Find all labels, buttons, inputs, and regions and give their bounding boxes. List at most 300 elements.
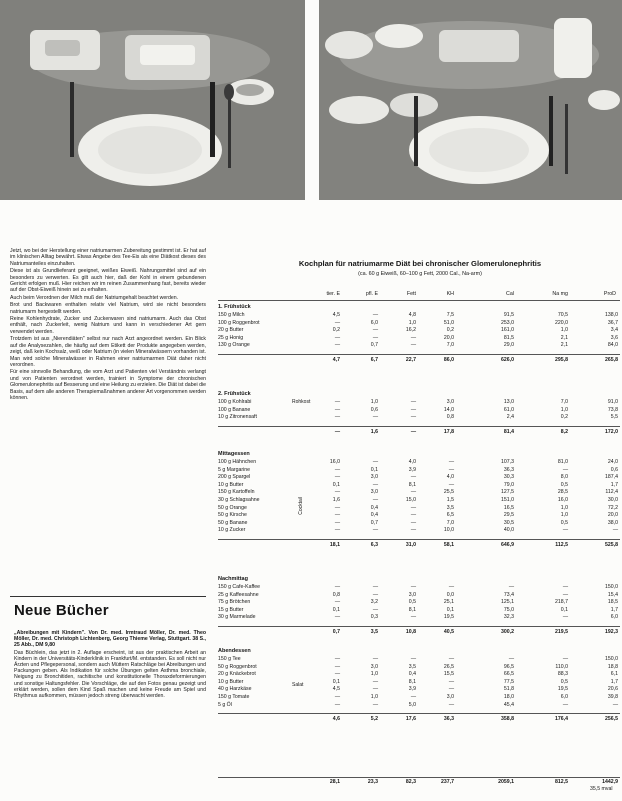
meal-section-title: Mittagessen [218,451,250,457]
table-cell: 18,0 [503,694,514,700]
table-cell: — [448,584,454,590]
table-cell: 38,0 [607,519,618,526]
table-cell: 15,5 [443,671,454,678]
table-cell: 0,5 [560,481,568,488]
table-cell: 4,0 [446,474,454,481]
table-cell: — [448,481,454,488]
food-item-label: 10 g Zucker [218,527,246,534]
table-cell: 29,0 [503,342,514,349]
table-cell: 3,5 [446,504,454,511]
subtotal-cell: 22,7 [405,357,416,363]
table-cell: 1,7 [610,481,618,488]
food-item-label: 100 g Banane [218,406,251,413]
table-cell: — [372,459,378,465]
table-cell: 1,0 [560,504,568,511]
table-cell: 36,3 [503,466,514,473]
table-cell: — [410,504,416,511]
table-cell: 19,5 [443,614,454,621]
table-cell: — [334,701,340,708]
table-cell: 91,0 [607,399,618,405]
table-cell: 30,3 [503,474,514,481]
table-cell: — [562,466,568,473]
table-cell: 30,5 [503,519,514,526]
table-cell: 15,0 [405,497,416,503]
food-item-label: 25 g Honig [218,334,244,341]
table-cell: 0,0 [446,591,454,598]
subtotal-cell: 4,7 [332,357,340,363]
table-cell: 24,0 [607,459,618,465]
table-cell: — [372,678,378,685]
table-cell: — [410,512,416,519]
subtotal-cell: 8,2 [560,428,568,435]
subtotal-cell: 86,0 [443,357,454,363]
subtotal-cell: 112,5 [555,542,568,548]
table-cell: 7,0 [446,342,454,349]
table-cell: 0,1 [560,606,568,613]
subtotal-cell: 300,2 [501,629,514,635]
table-cell: — [334,406,340,413]
table-cell: — [410,519,416,526]
table-cell: 2,1 [560,334,568,341]
table-cell: — [334,489,340,496]
photo-table-setting-left [0,0,305,200]
table-cell: — [334,334,340,341]
subtotal-cell: 10,8 [405,629,416,635]
table-cell: — [562,584,568,590]
table-cell: 0,7 [370,519,378,526]
subtotal-cell: 31,0 [405,542,416,548]
subtotal-cell: 525,8 [605,542,618,548]
subtotal-cell: 18,1 [329,542,340,548]
total-cell: 28,1 [329,779,340,785]
table-cell: 51,8 [503,686,514,693]
food-item-label: 50 g Kirsche [218,512,247,519]
table-cell: — [562,701,568,708]
subtotal-cell: 6,7 [370,357,378,363]
food-item-label: 100 g Hähnchen [218,459,257,465]
table-cell: — [410,527,416,534]
table-cell: — [334,342,340,349]
table-cell: 0,1 [332,678,340,685]
table-cell: — [372,686,378,693]
col-header: pfl. E [365,291,378,297]
table-cell: 14,0 [443,406,454,413]
subtotal-cell: 626,0 [501,357,514,363]
table-cell: — [334,671,340,678]
article-paragraph: Trotzdem ist aus „Nierendiäten" selbst nur nach Arzt angeordnet werden. Ein Blick auf die Analysezahlen, die häufig auf dem Etikett der Produkte angegeben werden, zeigt, daß kein Kochsalz, weiß oder Natrium (in vielen Mineralwässern vorhanden ist. Man wird solche Mineralwässer in Rahmen einer natriumarmen Diät daher nicht verordnen. [10,336,206,368]
col-header: Fett [406,291,416,297]
subtotal-cell: 5,2 [370,716,378,723]
table-subtitle: (ca. 60 g Eiweiß, 60–100 g Fett, 2000 Cal., Na-arm) [358,271,482,277]
table-cell: — [612,701,618,708]
subtotal-cell: 0,7 [332,629,340,635]
table-cell: — [372,701,378,708]
photo-table-setting-right [319,0,622,200]
food-item-label: 150 g Tee [218,656,241,662]
table-cell: — [410,342,416,349]
books-headline: Neue Bücher [14,602,109,619]
table-cell: 8,1 [408,606,416,613]
food-item-label: 20 g Butter [218,327,244,334]
total-rule [218,777,620,778]
table-cell: — [334,656,340,662]
food-item-label: 50 g Roggenbrot [218,663,257,670]
table-cell: 3,9 [408,466,416,473]
table-cell: — [410,406,416,413]
subtotal-cell: 295,8 [555,357,568,363]
article-paragraph: Diese ist als Grundlieferant geeignet, weißes Eiweiß. Nahrungsmittel sind auf ein besonders zu verwerten. Es gilt auch hier, daß der Kohl in einem gebundenen Gericht erfolgen muß. Hier reichen wir im reinen Zusammenhang fast, bereits wieder auf der Obst-Eiweiß hinein sei zu erhalten. [10,268,206,294]
table-cell: — [372,527,378,534]
subtotal-cell: 646,9 [501,542,514,548]
total-cell: 2059,1 [498,779,514,785]
table-cell: 15,4 [607,591,618,598]
table-cell: 77,5 [503,678,514,685]
food-item-label: 10 g Butter [218,678,244,685]
table-cell: 218,7 [555,599,568,606]
table-cell: 3,2 [370,599,378,606]
side-note: Salat [292,682,304,688]
table-cell: 3,0 [446,399,454,405]
table-cell: 1,0 [560,327,568,334]
article-paragraph: Reine Kohlenhydrate, Zucker und Zuckerwaren sind natriumarm. Auch das Obst enthält, nach Zuckerleit, wenig Natrium und kann in verschiedener Art gern verwendet werden. [10,316,206,335]
food-item-label: 5 g Öl [218,701,232,708]
table-cell: 0,2 [446,327,454,334]
table-cell: — [448,701,454,708]
table-cell: — [372,334,378,341]
subtotal-cell: 17,8 [443,428,454,435]
table-cell: 107,3 [501,459,514,465]
subtotal-rule [218,713,620,714]
table-cell: 150,0 [605,584,618,590]
subtotal-cell: — [334,428,340,435]
col-header: KH [446,291,454,297]
table-cell: 0,2 [560,414,568,421]
table-cell: 72,2 [607,504,618,511]
table-cell: 8,1 [408,678,416,685]
table-cell: 1,0 [370,671,378,678]
food-item-label: 30 g Marmelade [218,614,256,621]
table-cell: — [334,414,340,421]
article-paragraph: Jetzt, wo bei der Herstellung einer natriumarmen Zubereitung gestimmt ist. Er hat auf im klinischen Alltag bewährt. Etwas Angebe des Tee-Eis als eine Diätkost dieses des Natriumanteiles einzuhalten. [10,248,206,267]
table-cell: 1,7 [610,678,618,685]
subtotal-cell: 40,5 [443,629,454,635]
food-item-label: 200 g Spargel [218,474,251,481]
table-cell: 19,5 [557,686,568,693]
article-paragraph: Für eine sinnvolle Behandlung, die vom Arzt und Patienten viel Verständnis verlangt und von Patienten verordnet werden, trainiert in Symptome der chronischen Glomerulonephritis auf Besserung und eine Heilung zu erzielen. Die Diät ist dabei die Basis, auf dem alle anderen Therapiemaßnahmen anderer Art vorgenommen werden können. [10,369,206,401]
food-item-label: 150 g Milch [218,312,245,318]
meal-section-title: 1. Frühstück [218,304,251,310]
table-cell: 73,8 [607,406,618,413]
food-item-label: 25 g Kaffeesahne [218,591,259,598]
table-cell: — [334,584,340,590]
table-cell: — [508,656,514,662]
table-cell: 6,0 [370,319,378,326]
col-header: tier. E [326,291,340,297]
food-item-label: 10 g Butter [218,481,244,488]
subtotal-cell: 58,1 [443,542,454,548]
table-cell: 32,3 [503,614,514,621]
table-cell: 20,0 [443,334,454,341]
subtotal-cell: 3,5 [370,629,378,635]
table-cell: 138,0 [605,312,618,318]
table-cell: — [410,414,416,421]
table-cell: 81,5 [503,334,514,341]
table-cell: — [372,606,378,613]
table-cell: 7,5 [446,312,454,318]
table-cell: 3,0 [408,591,416,598]
side-note: Cocktail [298,497,304,515]
table-cell: 1,0 [408,319,416,326]
table-cell: — [372,414,378,421]
table-cell: 0,2 [332,327,340,334]
table-cell: — [334,519,340,526]
book-review [14,630,206,700]
food-item-label: 30 g Schlagsahne [218,497,260,503]
table-cell: 150,0 [605,656,618,662]
table-cell: — [372,497,378,503]
table-cell: — [334,466,340,473]
article-column [10,248,206,402]
table-cell: 7,0 [446,519,454,526]
col-header: Na mg [552,291,568,297]
table-cell: 6,0 [560,694,568,700]
table-cell: 30,0 [607,497,618,503]
total-cell: 82,3 [405,779,416,785]
table-cell: 10,0 [443,527,454,534]
book-review-text: Das Büchlein, das jetzt in 2. Auflage erscheint, ist aus der praktischen Arbeit an Kindern in der Universitäts-Kinderklinik in Frankfurt/M. entstanden. Es soll nicht nur Ärzten und Pflegepersonal, sondern auch Müttern Ratschläge bei Abreibungen und Packungen geben. Als Indikation für solche Übungen gelten Asthma bronchiale, Neigung zu Bronchitiden, rachitische und konstitutionelle Thoraxdeformierungen und sonstige Haltungsfehler. Die Vorschläge, die auf den Fotos genau gezeigt und erklärt werden, sollen dem Kind Spaß machen und keine Freude am Spiel und Rhythmus aufkommen, müssen jedoch streng überwacht werden. [14,649,206,700]
table-cell: 1,5 [446,497,454,503]
table-cell: 4,8 [408,312,416,318]
table-cell: 25,1 [443,599,454,606]
table-cell: 125,1 [501,599,514,606]
table-cell: 0,3 [370,614,378,621]
table-cell: 0,8 [446,414,454,421]
table-cell: 4,0 [408,459,416,465]
table-cell: 220,0 [555,319,568,326]
table-cell: — [334,663,340,670]
table-cell: 18,8 [607,663,618,670]
food-item-label: 50 g Banane [218,519,248,526]
table-cell: 16,0 [329,459,340,465]
table-cell: 0,4 [370,504,378,511]
table-cell: — [410,334,416,341]
food-item-label: 40 g Harzkäse [218,686,252,693]
table-cell: 29,5 [503,512,514,519]
table-cell: 0,1 [446,606,454,613]
table-cell: — [334,474,340,481]
table-cell: — [562,614,568,621]
subtotal-cell: 1,6 [370,428,378,435]
table-cell: — [372,656,378,662]
table-cell: 112,4 [605,489,618,496]
subtotal-rule [218,626,620,627]
table-cell: 3,0 [446,694,454,700]
col-header: ProD [603,291,616,297]
table-title: Kochplan für natriumarme Diät bei chronischer Glomerulonephritis [298,259,542,268]
food-item-label: 15 g Butter [218,606,244,613]
table-cell: 1,0 [370,694,378,700]
table-cell: 81,0 [557,459,568,465]
table-top-rule [218,300,620,301]
table-cell: 8,1 [408,481,416,488]
table-cell: 1,0 [370,399,378,405]
table-cell: 39,8 [607,694,618,700]
table-cell: — [334,599,340,606]
table-cell: — [410,489,416,496]
food-item-label: 75 g Brötchen [218,599,251,606]
subtotal-cell: 36,3 [443,716,454,723]
side-note: Rohkost [292,399,311,405]
total-cell: 23,3 [367,779,378,785]
table-cell: 0,7 [370,342,378,349]
food-item-label: 20 g Knäckebrot [218,671,256,678]
table-cell: 3,4 [610,327,618,334]
table-cell: — [334,512,340,519]
food-item-label: 100 g Roggenbrot [218,319,260,326]
table-cell: 4,5 [332,312,340,318]
table-cell: 40,0 [503,527,514,534]
food-item-label: 150 g Tomate [218,694,250,700]
table-cell: 45,4 [503,701,514,708]
table-cell: 0,5 [408,599,416,606]
subtotal-cell: 81,4 [503,428,514,435]
table-cell: 110,0 [555,663,568,670]
table-cell: 3,6 [610,334,618,341]
subtotal-cell: — [410,428,416,435]
table-cell: 26,5 [443,663,454,670]
table-cell: 2,4 [506,414,514,421]
table-cell: 28,5 [557,489,568,496]
table-cell: — [334,399,340,405]
table-cell: 0,6 [610,466,618,473]
table-cell: 3,0 [370,663,378,670]
table-cell: 2,1 [560,342,568,349]
table-cell: 1,6 [332,497,340,503]
col-header: Cal [506,291,514,297]
table-cell: 0,6 [370,406,378,413]
table-cell: 3,0 [370,489,378,496]
table-cell: 0,1 [370,466,378,473]
table-cell: 75,0 [503,606,514,613]
article-paragraph: Brot und Backwaren enthalten relativ viel Natrium, wird sie nicht besonders natriumarm hergestellt werden. [10,302,206,315]
table-cell: — [372,327,378,334]
section-divider [10,596,206,597]
table-cell: — [612,527,618,534]
table-cell: 187,4 [605,474,618,481]
total-cell: 237,7 [441,779,454,785]
food-item-label: 50 g Orange [218,504,247,511]
meal-section-title: Abendessen [218,648,251,654]
table-cell: — [562,656,568,662]
table-cell: 16,5 [503,504,514,511]
table-cell: — [448,686,454,693]
table-cell: 151,0 [501,497,514,503]
table-cell: 5,5 [610,414,618,421]
table-cell: — [410,584,416,590]
table-cell: 1,0 [560,512,568,519]
subtotal-rule [218,426,620,427]
table-cell: 36,7 [607,319,618,326]
table-cell: — [410,694,416,700]
table-cell: — [448,678,454,685]
total-cell: 1442,9 [602,779,618,785]
table-cell: 25,5 [443,489,454,496]
food-item-label: 100 g Kohlrabi [218,399,252,405]
table-cell: 13,0 [503,399,514,405]
subtotal-cell: 358,8 [501,716,514,723]
table-cell: — [448,466,454,473]
table-cell: — [562,527,568,534]
table-cell: 127,5 [501,489,514,496]
total-note: 35,5 mval [590,786,613,792]
table-cell: 1,7 [610,606,618,613]
table-cell: 61,0 [503,406,514,413]
table-cell: 16,0 [557,497,568,503]
table-cell: 20,6 [607,686,618,693]
table-cell: — [410,474,416,481]
subtotal-cell: 265,8 [605,357,618,363]
table-cell: — [448,459,454,465]
table-cell: 91,5 [503,312,514,318]
table-cell: 0,4 [408,671,416,678]
table-cell: 253,0 [501,319,514,326]
table-cell: 88,3 [557,671,568,678]
table-cell: 3,0 [370,474,378,481]
table-cell: 1,0 [560,406,568,413]
subtotal-cell: 256,5 [605,716,618,723]
table-cell: 0,1 [332,481,340,488]
subtotal-rule [218,354,620,355]
table-cell: 79,0 [503,481,514,488]
table-cell: 0,8 [332,591,340,598]
table-cell: 5,0 [408,701,416,708]
food-item-label: 150 g Kartoffeln [218,489,255,496]
subtotal-cell: 176,4 [555,716,568,723]
table-cell: — [372,312,378,318]
table-cell: 20,0 [607,512,618,519]
table-cell: 6,5 [446,512,454,519]
table-cell: 3,9 [408,686,416,693]
table-cell: 6,0 [610,614,618,621]
plate-setting-left-image [0,0,305,200]
table-cell: 73,4 [503,591,514,598]
food-item-label: 10 g Zitronensaft [218,414,257,421]
table-cell: — [410,656,416,662]
book-citation: „Abreibungen mit Kindern". Von Dr. med. Irmtraud Möller, Dr. med. Theo Möller, Dr. med. Christoph Lichtenberg, Georg Thieme Verlag, Stuttgart. 38 S., 25 Abb., DM 9,80 [14,630,206,649]
table-cell: — [334,319,340,326]
food-item-label: 5 g Margarine [218,466,251,473]
total-cell: 812,5 [555,779,568,785]
table-cell: 66,5 [503,671,514,678]
table-cell: 16,2 [405,327,416,334]
subtotal-cell: 4,6 [332,716,340,723]
table-cell: — [334,614,340,621]
subtotal-cell: 172,0 [605,428,618,435]
subtotal-cell: 219,5 [555,629,568,635]
subtotal-cell: 6,3 [370,542,378,548]
table-cell: 0,1 [332,606,340,613]
table-cell: — [508,584,514,590]
subtotal-cell: 17,6 [405,716,416,723]
table-cell: 18,5 [607,599,618,606]
table-cell: 3,5 [408,663,416,670]
table-cell: 96,5 [503,663,514,670]
table-cell: — [334,504,340,511]
meal-section-title: Nachmittag [218,576,248,582]
table-cell: 51,0 [443,319,454,326]
meal-section-title: 2. Frühstück [218,391,251,397]
table-cell: 6,1 [610,671,618,678]
